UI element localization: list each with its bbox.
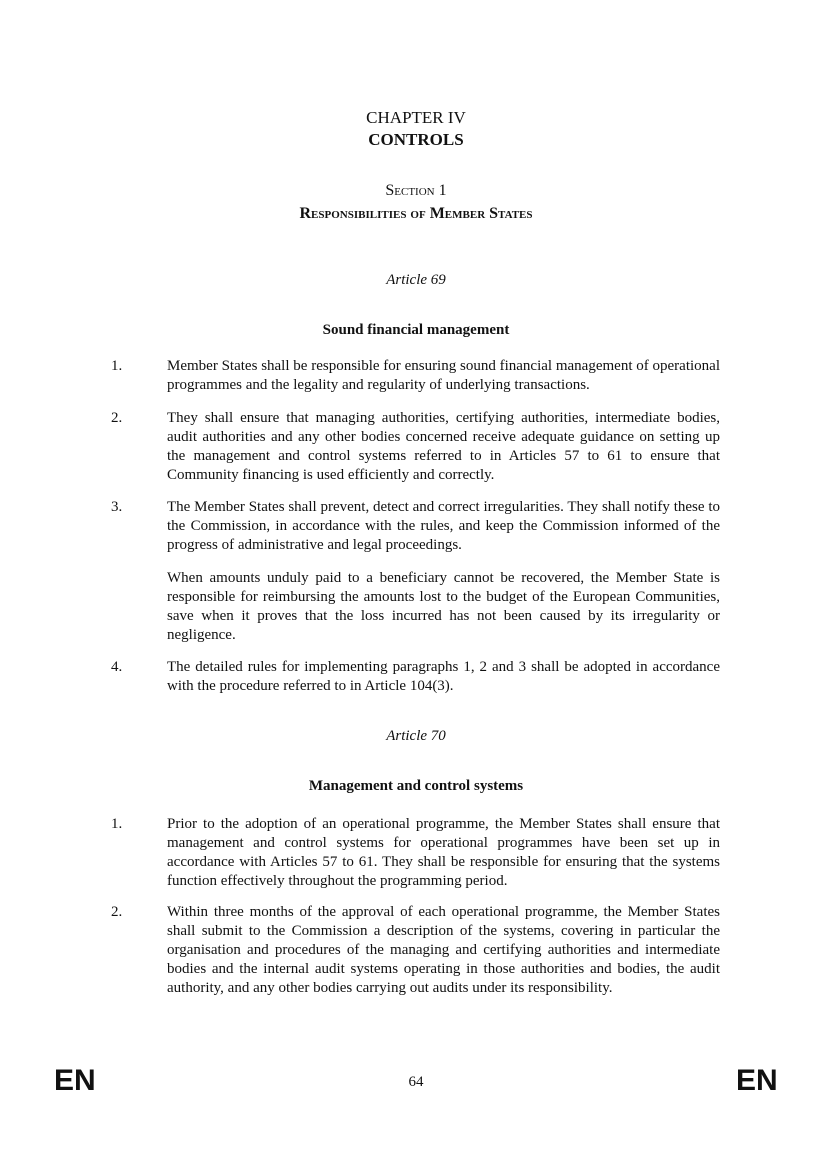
- paragraph-number: 1.: [111, 358, 123, 374]
- paragraph-number: 1.: [111, 816, 123, 832]
- section-title: Responsibilities of Member States: [299, 205, 533, 222]
- paragraph-number: 2.: [111, 410, 123, 426]
- article-69-label: Article 69: [386, 272, 446, 288]
- language-code-right: EN: [736, 1064, 778, 1097]
- paragraph-text: Within three months of the approval of each operational programme, the Member States shall submit to the Commission a description of the systems, covering in particular the organisation and procedures of the managing and certifying authorities and intermediate bodies and the internal audit systems operating in those authorities and bodies, the audit authority, and any other bodies carrying out audits under its responsibility.: [167, 904, 720, 996]
- article-70-title: Management and control systems: [308, 778, 524, 794]
- paragraph-text: They shall ensure that managing authorities, certifying authorities, intermediate bodies, audit authorities and any other bodies concerned receive adequate guidance on setting up the management and control systems referred to in Articles 57 to 61 to ensure that Community financing is used efficiently and correctly.: [167, 410, 720, 483]
- paragraph-number: 2.: [111, 904, 123, 920]
- section-number: Section 1: [385, 182, 447, 199]
- paragraph-number: 4.: [111, 659, 123, 675]
- paragraph-text: The detailed rules for implementing paragraphs 1, 2 and 3 shall be adopted in accordance with the procedure referred to in Article 104(3).: [167, 659, 720, 694]
- paragraph-text: When amounts unduly paid to a beneficiary cannot be recovered, the Member State is responsible for reimbursing the amounts lost to the budget of the European Communities, save when it proves that the loss incurred has not been caused by its irregularity or negligence.: [167, 570, 720, 643]
- language-code-left: EN: [54, 1064, 96, 1097]
- chapter-number: CHAPTER IV: [366, 108, 466, 127]
- page-number: 64: [408, 1074, 424, 1090]
- article-69-title: Sound financial management: [322, 322, 510, 338]
- chapter-title: CONTROLS: [368, 130, 464, 149]
- paragraph-text: The Member States shall prevent, detect and correct irregularities. They shall notify these to the Commission, in accordance with the rules, and keep the Commission informed of the progress of administrative and legal proceedings.: [167, 499, 720, 553]
- article-70-label: Article 70: [386, 728, 446, 744]
- paragraph-number: 3.: [111, 499, 123, 515]
- paragraph-text: Member States shall be responsible for ensuring sound financial management of operational programmes and the legality and regularity of underlying transactions.: [167, 358, 720, 393]
- paragraph-text: Prior to the adoption of an operational programme, the Member States shall ensure that management and control systems for operational programmes have been set up in accordance with Articles 57 to 61. They shall be responsible for ensuring that the systems function effectively throughout the programming period.: [167, 816, 720, 889]
